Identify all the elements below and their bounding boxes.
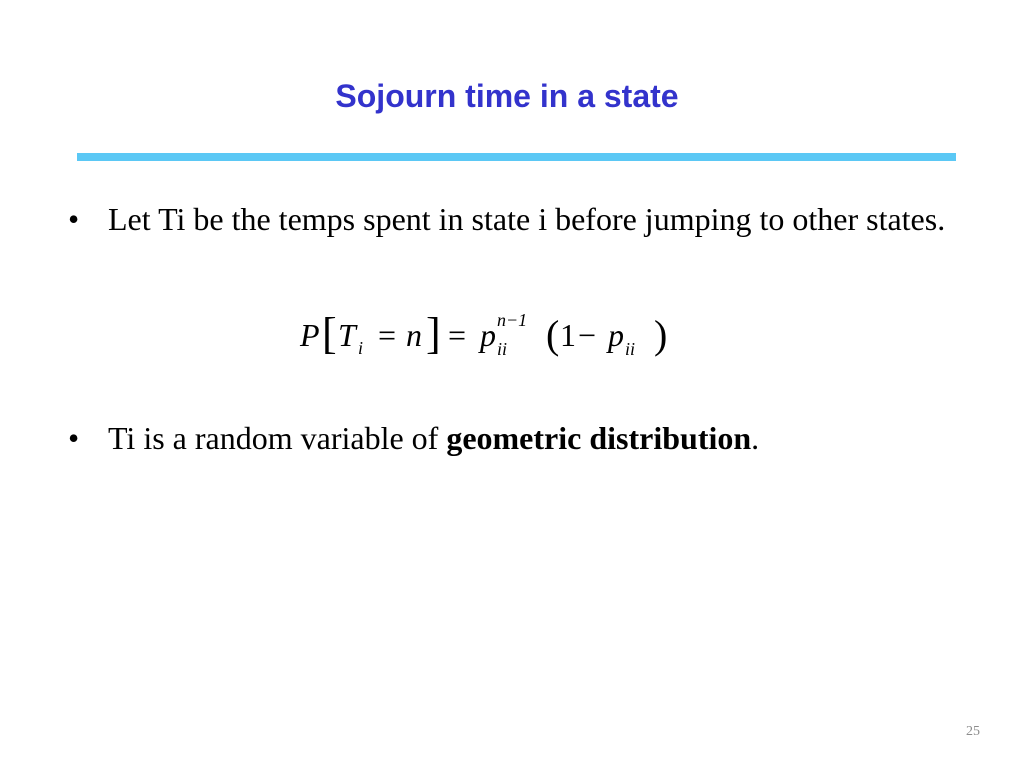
formula-p-superscript: n−1: [497, 310, 528, 330]
bullet-marker: •: [68, 201, 80, 237]
slide-title: Sojourn time in a state: [335, 78, 679, 114]
formula-equals-2: =: [448, 317, 467, 353]
title-divider: [77, 153, 956, 161]
bullet-marker: •: [68, 420, 80, 456]
bullet-text-bold: geometric distribution: [446, 420, 752, 456]
formula-p-2: p: [608, 317, 624, 353]
sojourn-probability-formula: [290, 308, 690, 364]
page-number: 25: [966, 724, 980, 739]
bullet-text: [108, 415, 968, 461]
bullet-text-plain: Ti is a random variable of: [108, 420, 447, 456]
formula-open-bracket: [: [322, 309, 337, 358]
formula-n: n: [406, 317, 422, 353]
formula-p-1: p: [480, 317, 496, 353]
formula-p-subscript-2: ii: [625, 339, 636, 359]
formula-equals-1: =: [378, 317, 397, 353]
formula-P: P: [300, 317, 320, 353]
bullet-item-1: [68, 196, 968, 242]
bullet-text-period: .: [751, 420, 760, 456]
formula-close-bracket: ]: [426, 309, 441, 358]
formula-close-paren: ): [654, 312, 668, 357]
formula-one: 1: [560, 317, 576, 353]
formula-T-subscript: i: [358, 338, 364, 358]
formula-minus: −: [578, 317, 597, 353]
bullet-text: Let Ti be the temps spent in state i before jumping to other states.: [108, 201, 946, 237]
formula-p-subscript-1: ii: [497, 339, 508, 359]
formula-open-paren: (: [546, 312, 560, 357]
formula-T: T: [338, 317, 356, 353]
bullet-item-2: [68, 415, 968, 461]
